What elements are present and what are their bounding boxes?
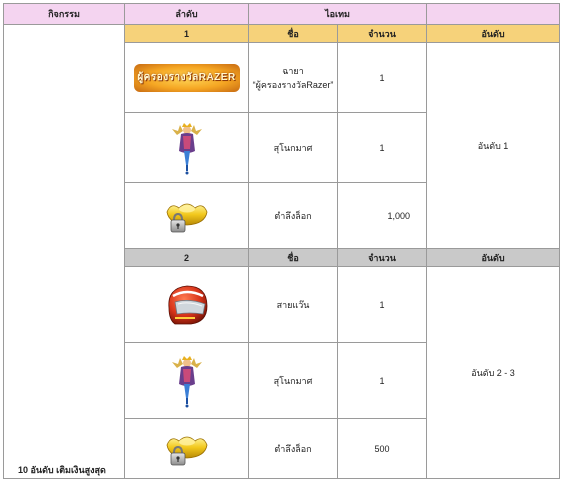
rank-number: 2 xyxy=(125,249,249,267)
angel-figurine-icon xyxy=(172,121,202,175)
reward-table xyxy=(3,3,560,479)
item-image-cell xyxy=(125,43,249,113)
item-quantity: 1 xyxy=(338,113,427,183)
item-name-cell xyxy=(249,419,338,479)
item-name: สุโนกมาศ xyxy=(273,375,313,386)
item-name: ตำลึงล็อก xyxy=(274,443,312,454)
column-quantity-header: จำนวน xyxy=(338,249,427,267)
header-activity: กิจกรรม xyxy=(4,4,125,25)
item-quantity: 1 xyxy=(338,267,427,343)
item-name: สายแว๊น xyxy=(276,299,310,310)
item-name-cell xyxy=(249,183,338,249)
column-quantity-header: จำนวน xyxy=(338,25,427,43)
item-name-cell xyxy=(249,267,338,343)
locked-gold-ingot-icon xyxy=(165,198,209,234)
item-image-cell xyxy=(125,343,249,419)
item-quantity: 1 xyxy=(338,43,427,113)
rank-label: อันดับ 2 - 3 xyxy=(427,267,560,479)
column-rank-header: อันดับ xyxy=(427,249,560,267)
column-name-header: ชื่อ xyxy=(249,25,338,43)
item-image-cell xyxy=(125,183,249,249)
header-rank: ลำดับ xyxy=(125,4,249,25)
header-item: ไอเทม xyxy=(249,4,427,25)
column-rank-header: อันดับ xyxy=(427,25,560,43)
item-quantity: 1 xyxy=(338,343,427,419)
item-name-cell xyxy=(249,43,338,113)
item-name: สุโนกมาศ xyxy=(273,142,313,153)
item-quantity: 1,000 xyxy=(338,183,427,249)
racing-helmet-icon xyxy=(165,282,209,328)
item-name: ฉายา xyxy=(282,65,304,76)
rank-number: 1 xyxy=(125,25,249,43)
item-image-cell xyxy=(125,267,249,343)
angel-figurine-icon xyxy=(172,354,202,408)
header-blank xyxy=(427,4,560,25)
locked-gold-ingot-icon xyxy=(165,431,209,467)
item-name-cell xyxy=(249,113,338,183)
activity-label: 10 อันดับ เติมเงินสูงสุด xyxy=(18,465,106,475)
item-name-cell xyxy=(249,343,338,419)
column-name-header: ชื่อ xyxy=(249,249,338,267)
rank-label: อันดับ 1 xyxy=(427,43,560,249)
item-image-cell xyxy=(125,113,249,183)
item-image-cell xyxy=(125,419,249,479)
activity-cell xyxy=(4,25,125,479)
item-name-subtitle: “ผู้ครองรางวัลRazer” xyxy=(252,79,334,90)
item-name: ตำลึงล็อก xyxy=(274,210,312,221)
title-banner-icon: ผู้ครองรางวัลRAZER xyxy=(134,64,240,92)
item-quantity: 500 xyxy=(338,419,427,479)
